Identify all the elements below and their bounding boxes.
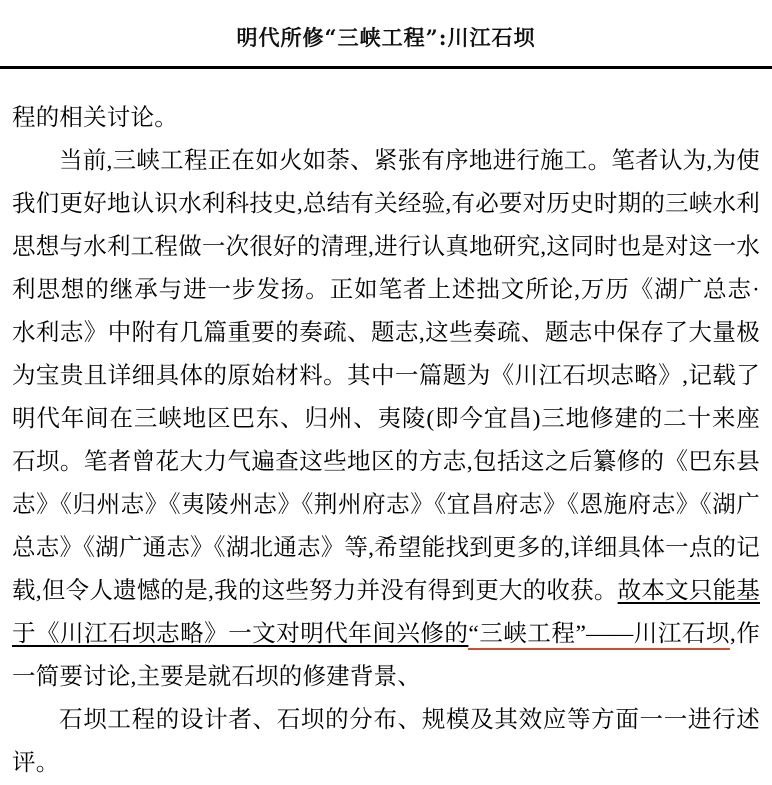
paragraph-continuation (12, 97, 760, 140)
document-body (0, 79, 772, 785)
page-header (0, 0, 772, 79)
paragraph-2-text-part4: 石坝工程的设计者、石坝的分布、规模及其效应等方面一一进行述评。 (12, 707, 760, 776)
paragraph-1-text: 程的相关讨论。 (12, 105, 178, 131)
header-divider (0, 66, 772, 69)
running-title: 明代所修“三峡工程”:川江石坝 (236, 25, 536, 50)
underlined-text-black: 故本文只能基于《川江石坝志略》一文对明代年间兴修的 (12, 578, 761, 647)
underlined-text-red: “三峡工程”——川江石坝 (468, 621, 729, 650)
paragraph-2-text-part3: ,作一简要讨论,主要是就石坝的修建背景、 (12, 621, 760, 690)
paragraph-2-text-part1: 当前,三峡工程正在如火如荼、紧张有序地进行施工。笔者认为,为使我们更好地认识水利科技史,总结有关经验,有必要对历史时期的三峡水利思想与水利工程做一次很好的清理,进行认真地研究,这同时也是对这一水利思想的继承与进一步发扬。正如笔者上述拙文所论,万历《湖广总志·水利志》中附有几篇重要的奏疏、题志,这些奏疏、题志中保存了大量极为宝贵且详细具体的原始材料。其中一篇题为《川江石坝志略》,记载了明代年间在三峡地区巴东、归州、夷陵(即今宜昌)三地修建的二十来座石坝。笔者曾花大力气遍查这些地区的方志,包括这之后纂修的《巴东县志》《归州志》《夷陵州志》《荆州府志》《宜昌府志》《恩施府志》《湖广总志》《湖广通志》《湖北通志》等,希望能找到更多的,详细具体一点的记载,但令人遗憾的是,我的这些努力并没有得到更大的收获。 (12, 148, 760, 604)
paragraph-main (12, 140, 760, 785)
